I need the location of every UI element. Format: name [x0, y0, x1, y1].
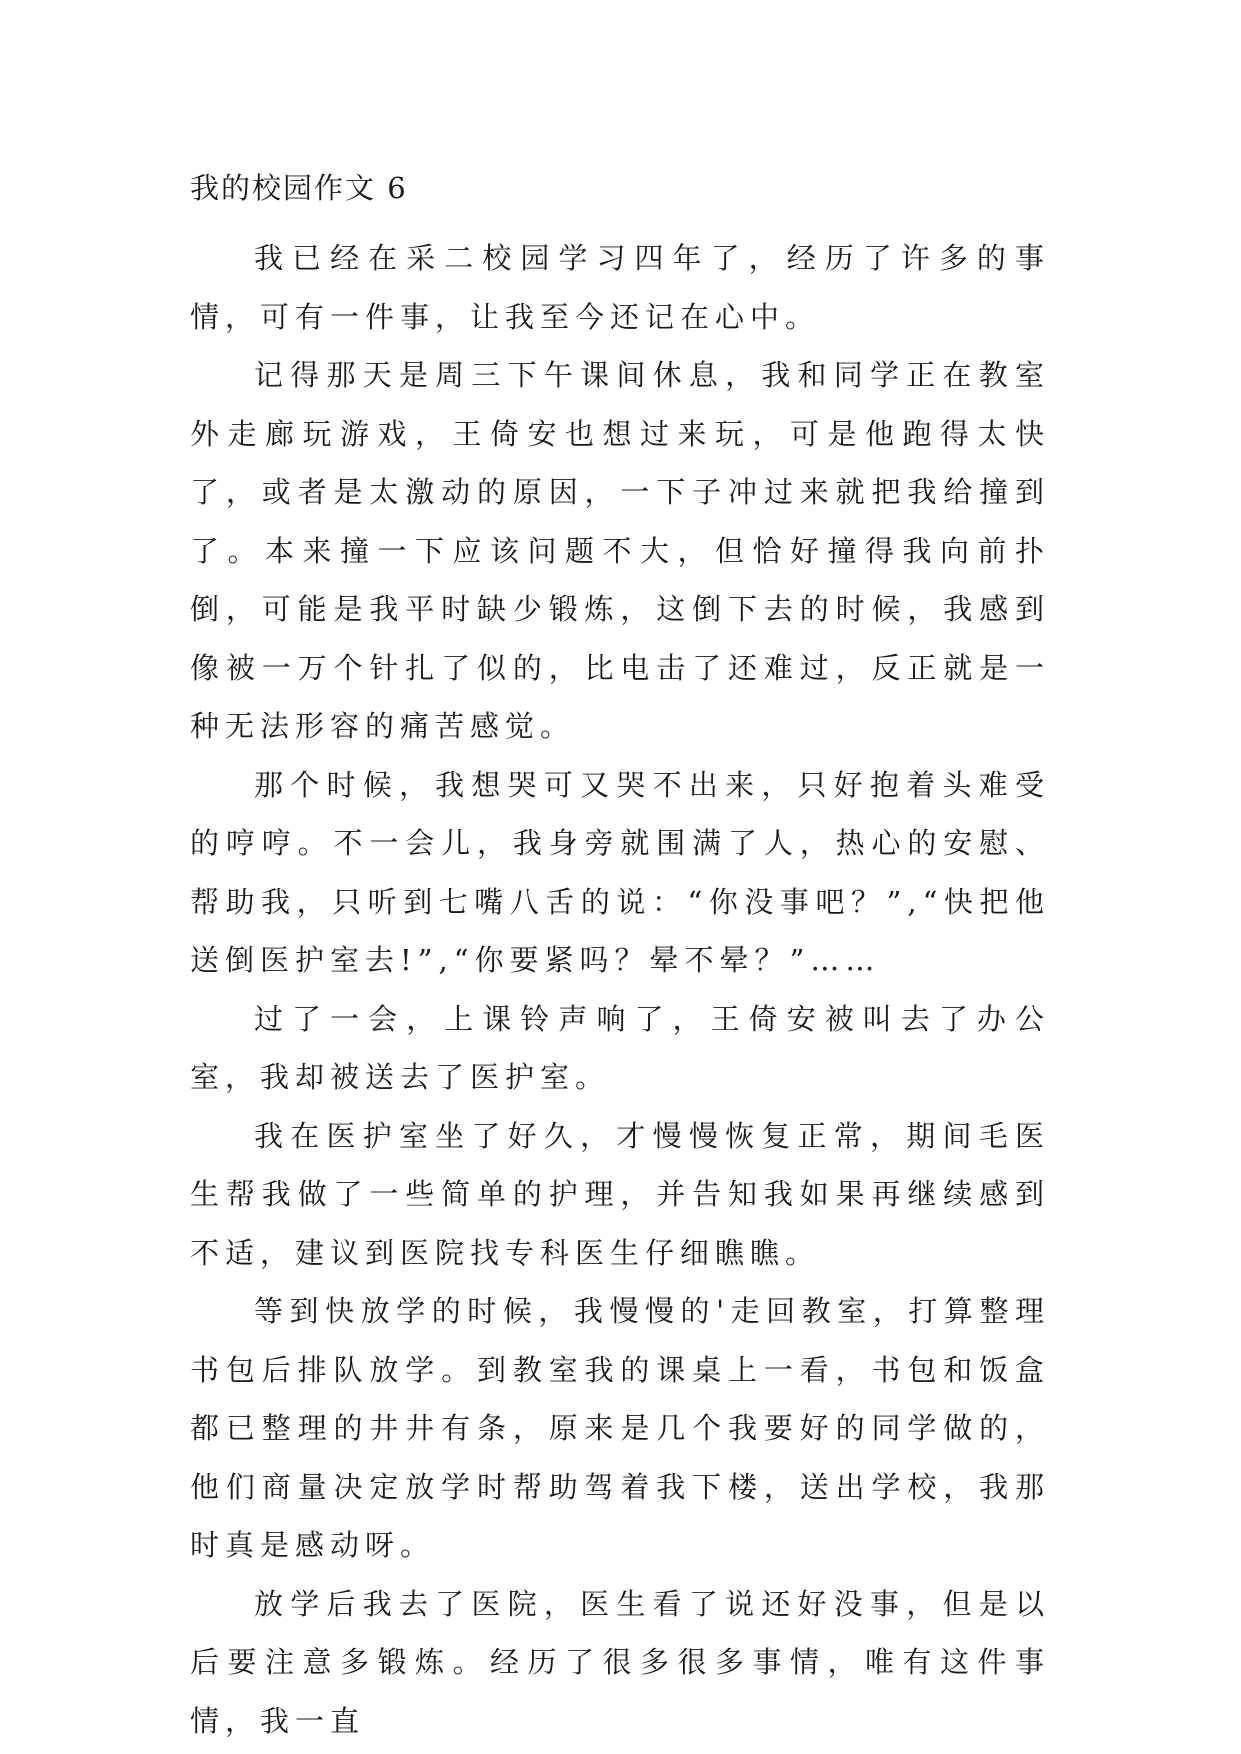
- paragraph-2: 记得那天是周三下午课间休息，我和同学正在教室外走廊玩游戏，王倚安也想过来玩，可是他跑得太快了，或者是太激动的原因，一下子冲过来就把我给撞到了。本来撞一下应该问题不大，但恰好撞得我向前扑倒，可能是我平时缺少锻炼，这倒下去的时候，我感到像被一万个针扎了似的，比电击了还难过，反正就是一种无法形容的痛苦感觉。: [190, 358, 1050, 743]
- paragraph-1: 我已经在采二校园学习四年了，经历了许多的事情，可有一件事，让我至今还记在心中。: [190, 241, 1050, 334]
- paragraph-4: 过了一会，上课铃声响了，王倚安被叫去了办公室，我却被送去了医护室。: [190, 1001, 1050, 1094]
- essay-title: 我的校园作文 6: [190, 171, 408, 205]
- document-body: [190, 166, 1050, 1750]
- paragraph-5: 我在医护室坐了好久，才慢慢恢复正常，期间毛医生帮我做了一些简单的护理，并告知我如果再继续感到不适，建议到医院找专科医生仔细瞧瞧。: [190, 1118, 1050, 1270]
- paragraph-3: 那个时候，我想哭可又哭不出来，只好抱着头难受的哼哼。不一会儿，我身旁就围满了人，热心的安慰、帮助我，只听到七嘴八舌的说：“你没事吧？”,“快把他送倒医护室去!”,“你要紧吗？晕不晕？”……: [190, 767, 1050, 977]
- paragraph-6: 等到快放学的时候，我慢慢的'走回教室，打算整理书包后排队放学。到教室我的课桌上一看，书包和饭盒都已整理的井井有条，原来是几个我要好的同学做的，他们商量决定放学时帮助驾着我下楼，送出学校，我那时真是感动呀。: [190, 1294, 1050, 1562]
- paragraph-7: 放学后我去了医院，医生看了说还好没事，但是以后要注意多锻炼。经历了很多很多事情，唯有这件事情，我一直: [190, 1586, 1050, 1738]
